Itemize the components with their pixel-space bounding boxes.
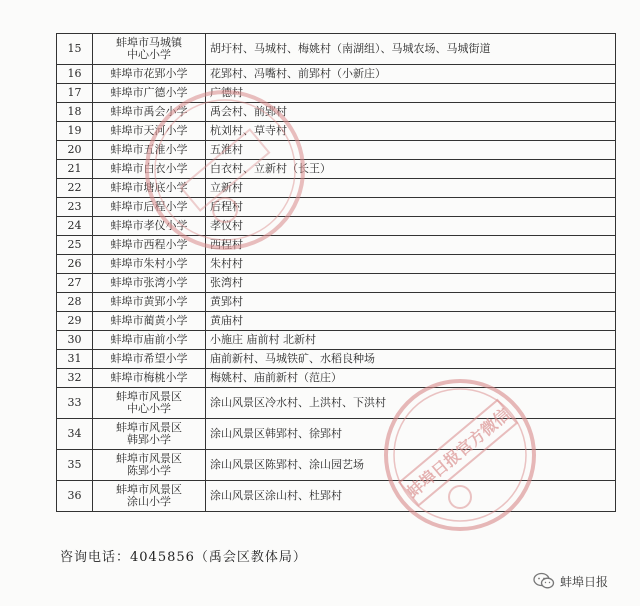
table-row [57, 369, 616, 388]
school-name-cell: 蚌埠市张湾小学 [93, 274, 206, 293]
row-number-cell: 27 [57, 274, 93, 293]
villages-cell: 胡圩村、马城村、梅姚村（南湖组）、马城农场、马城街道 [206, 34, 616, 65]
villages-cell: 花郢村、冯嘴村、前郢村（小新庄） [206, 65, 616, 84]
villages-cell: 五淮村 [206, 141, 616, 160]
school-name-cell: 蚌埠市朱村小学 [93, 255, 206, 274]
villages-cell: 涂山风景区冷水村、上洪村、下洪村 [206, 388, 616, 419]
table-row [57, 34, 616, 65]
villages-cell: 小施庄 庙前村 北新村 [206, 331, 616, 350]
row-number-cell: 22 [57, 179, 93, 198]
row-number-cell: 35 [57, 450, 93, 481]
villages-cell: 朱村村 [206, 255, 616, 274]
row-number-cell: 21 [57, 160, 93, 179]
table-row [57, 481, 616, 512]
table-body [57, 34, 616, 512]
school-name-cell: 蚌埠市五淮小学 [93, 141, 206, 160]
villages-cell: 涂山风景区涂山村、杜郢村 [206, 481, 616, 512]
table-row [57, 274, 616, 293]
wechat-icon [533, 572, 555, 590]
villages-cell: 禹会村、前郢村 [206, 103, 616, 122]
villages-cell: 梅姚村、庙前新村（范庄） [206, 369, 616, 388]
table-row [57, 84, 616, 103]
school-name-cell: 蚌埠市希望小学 [93, 350, 206, 369]
school-name-cell: 蚌埠市风景区 韩郢小学 [93, 419, 206, 450]
table-row [57, 331, 616, 350]
row-number-cell: 26 [57, 255, 93, 274]
villages-cell: 立新村 [206, 179, 616, 198]
villages-cell: 黄庙村 [206, 312, 616, 331]
row-number-cell: 33 [57, 388, 93, 419]
row-number-cell: 20 [57, 141, 93, 160]
villages-cell: 西程村 [206, 236, 616, 255]
school-name-cell: 蚌埠市孝仪小学 [93, 217, 206, 236]
school-name-cell: 蚌埠市庙前小学 [93, 331, 206, 350]
table-row [57, 217, 616, 236]
table-row [57, 122, 616, 141]
row-number-cell: 25 [57, 236, 93, 255]
row-number-cell: 23 [57, 198, 93, 217]
row-number-cell: 29 [57, 312, 93, 331]
table-row [57, 141, 616, 160]
school-name-cell: 蚌埠市花郢小学 [93, 65, 206, 84]
table-row [57, 388, 616, 419]
school-name-cell: 蚌埠市白衣小学 [93, 160, 206, 179]
brand-watermark [533, 572, 608, 590]
row-number-cell: 28 [57, 293, 93, 312]
table-row [57, 179, 616, 198]
school-name-cell: 蚌埠市黄郢小学 [93, 293, 206, 312]
school-name-cell: 蚌埠市马城镇 中心小学 [93, 34, 206, 65]
row-number-cell: 31 [57, 350, 93, 369]
stamp-text: 蚌埠日报官方微信 [403, 404, 514, 502]
row-number-cell: 24 [57, 217, 93, 236]
row-number-cell: 30 [57, 331, 93, 350]
school-name-cell: 蚌埠市风景区 涂山小学 [93, 481, 206, 512]
villages-cell: 孝仪村 [206, 217, 616, 236]
table-row [57, 293, 616, 312]
school-name-cell: 蚌埠市蔺黄小学 [93, 312, 206, 331]
brand-name: 蚌埠日报 [559, 574, 608, 589]
villages-cell: 广德村 [206, 84, 616, 103]
row-number-cell: 18 [57, 103, 93, 122]
villages-cell: 黄郢村 [206, 293, 616, 312]
contact-phone-note: 咨询电话：4045856（禹会区教体局） [60, 550, 307, 565]
row-number-cell: 16 [57, 65, 93, 84]
row-number-cell: 17 [57, 84, 93, 103]
table-row [57, 419, 616, 450]
row-number-cell: 32 [57, 369, 93, 388]
row-number-cell: 19 [57, 122, 93, 141]
row-number-cell: 15 [57, 34, 93, 65]
villages-cell: 后程村 [206, 198, 616, 217]
school-name-cell: 蚌埠市广德小学 [93, 84, 206, 103]
villages-cell: 白衣村、立新村（长王） [206, 160, 616, 179]
school-name-cell: 蚌埠市风景区 中心小学 [93, 388, 206, 419]
school-name-cell: 蚌埠市风景区 陈郢小学 [93, 450, 206, 481]
row-number-cell: 36 [57, 481, 93, 512]
villages-cell: 涂山风景区陈郢村、涂山园艺场 [206, 450, 616, 481]
school-name-cell: 蚌埠市天河小学 [93, 122, 206, 141]
table-row [57, 236, 616, 255]
table-row [57, 160, 616, 179]
row-number-cell: 34 [57, 419, 93, 450]
table-row [57, 255, 616, 274]
villages-cell: 涂山风景区韩郢村、徐郢村 [206, 419, 616, 450]
table-row [57, 350, 616, 369]
villages-cell: 庙前新村、马城铁矿、水稻良种场 [206, 350, 616, 369]
table-row [57, 450, 616, 481]
table-row [57, 103, 616, 122]
villages-cell: 杭刘村、草寺村 [206, 122, 616, 141]
table-row [57, 198, 616, 217]
table-row [57, 65, 616, 84]
school-name-cell: 蚌埠市塘底小学 [93, 179, 206, 198]
school-name-cell: 蚌埠市禹会小学 [93, 103, 206, 122]
table-row [57, 312, 616, 331]
school-name-cell: 蚌埠市后程小学 [93, 198, 206, 217]
villages-cell: 张湾村 [206, 274, 616, 293]
school-district-table [56, 33, 616, 512]
school-name-cell: 蚌埠市梅桃小学 [93, 369, 206, 388]
school-name-cell: 蚌埠市西程小学 [93, 236, 206, 255]
